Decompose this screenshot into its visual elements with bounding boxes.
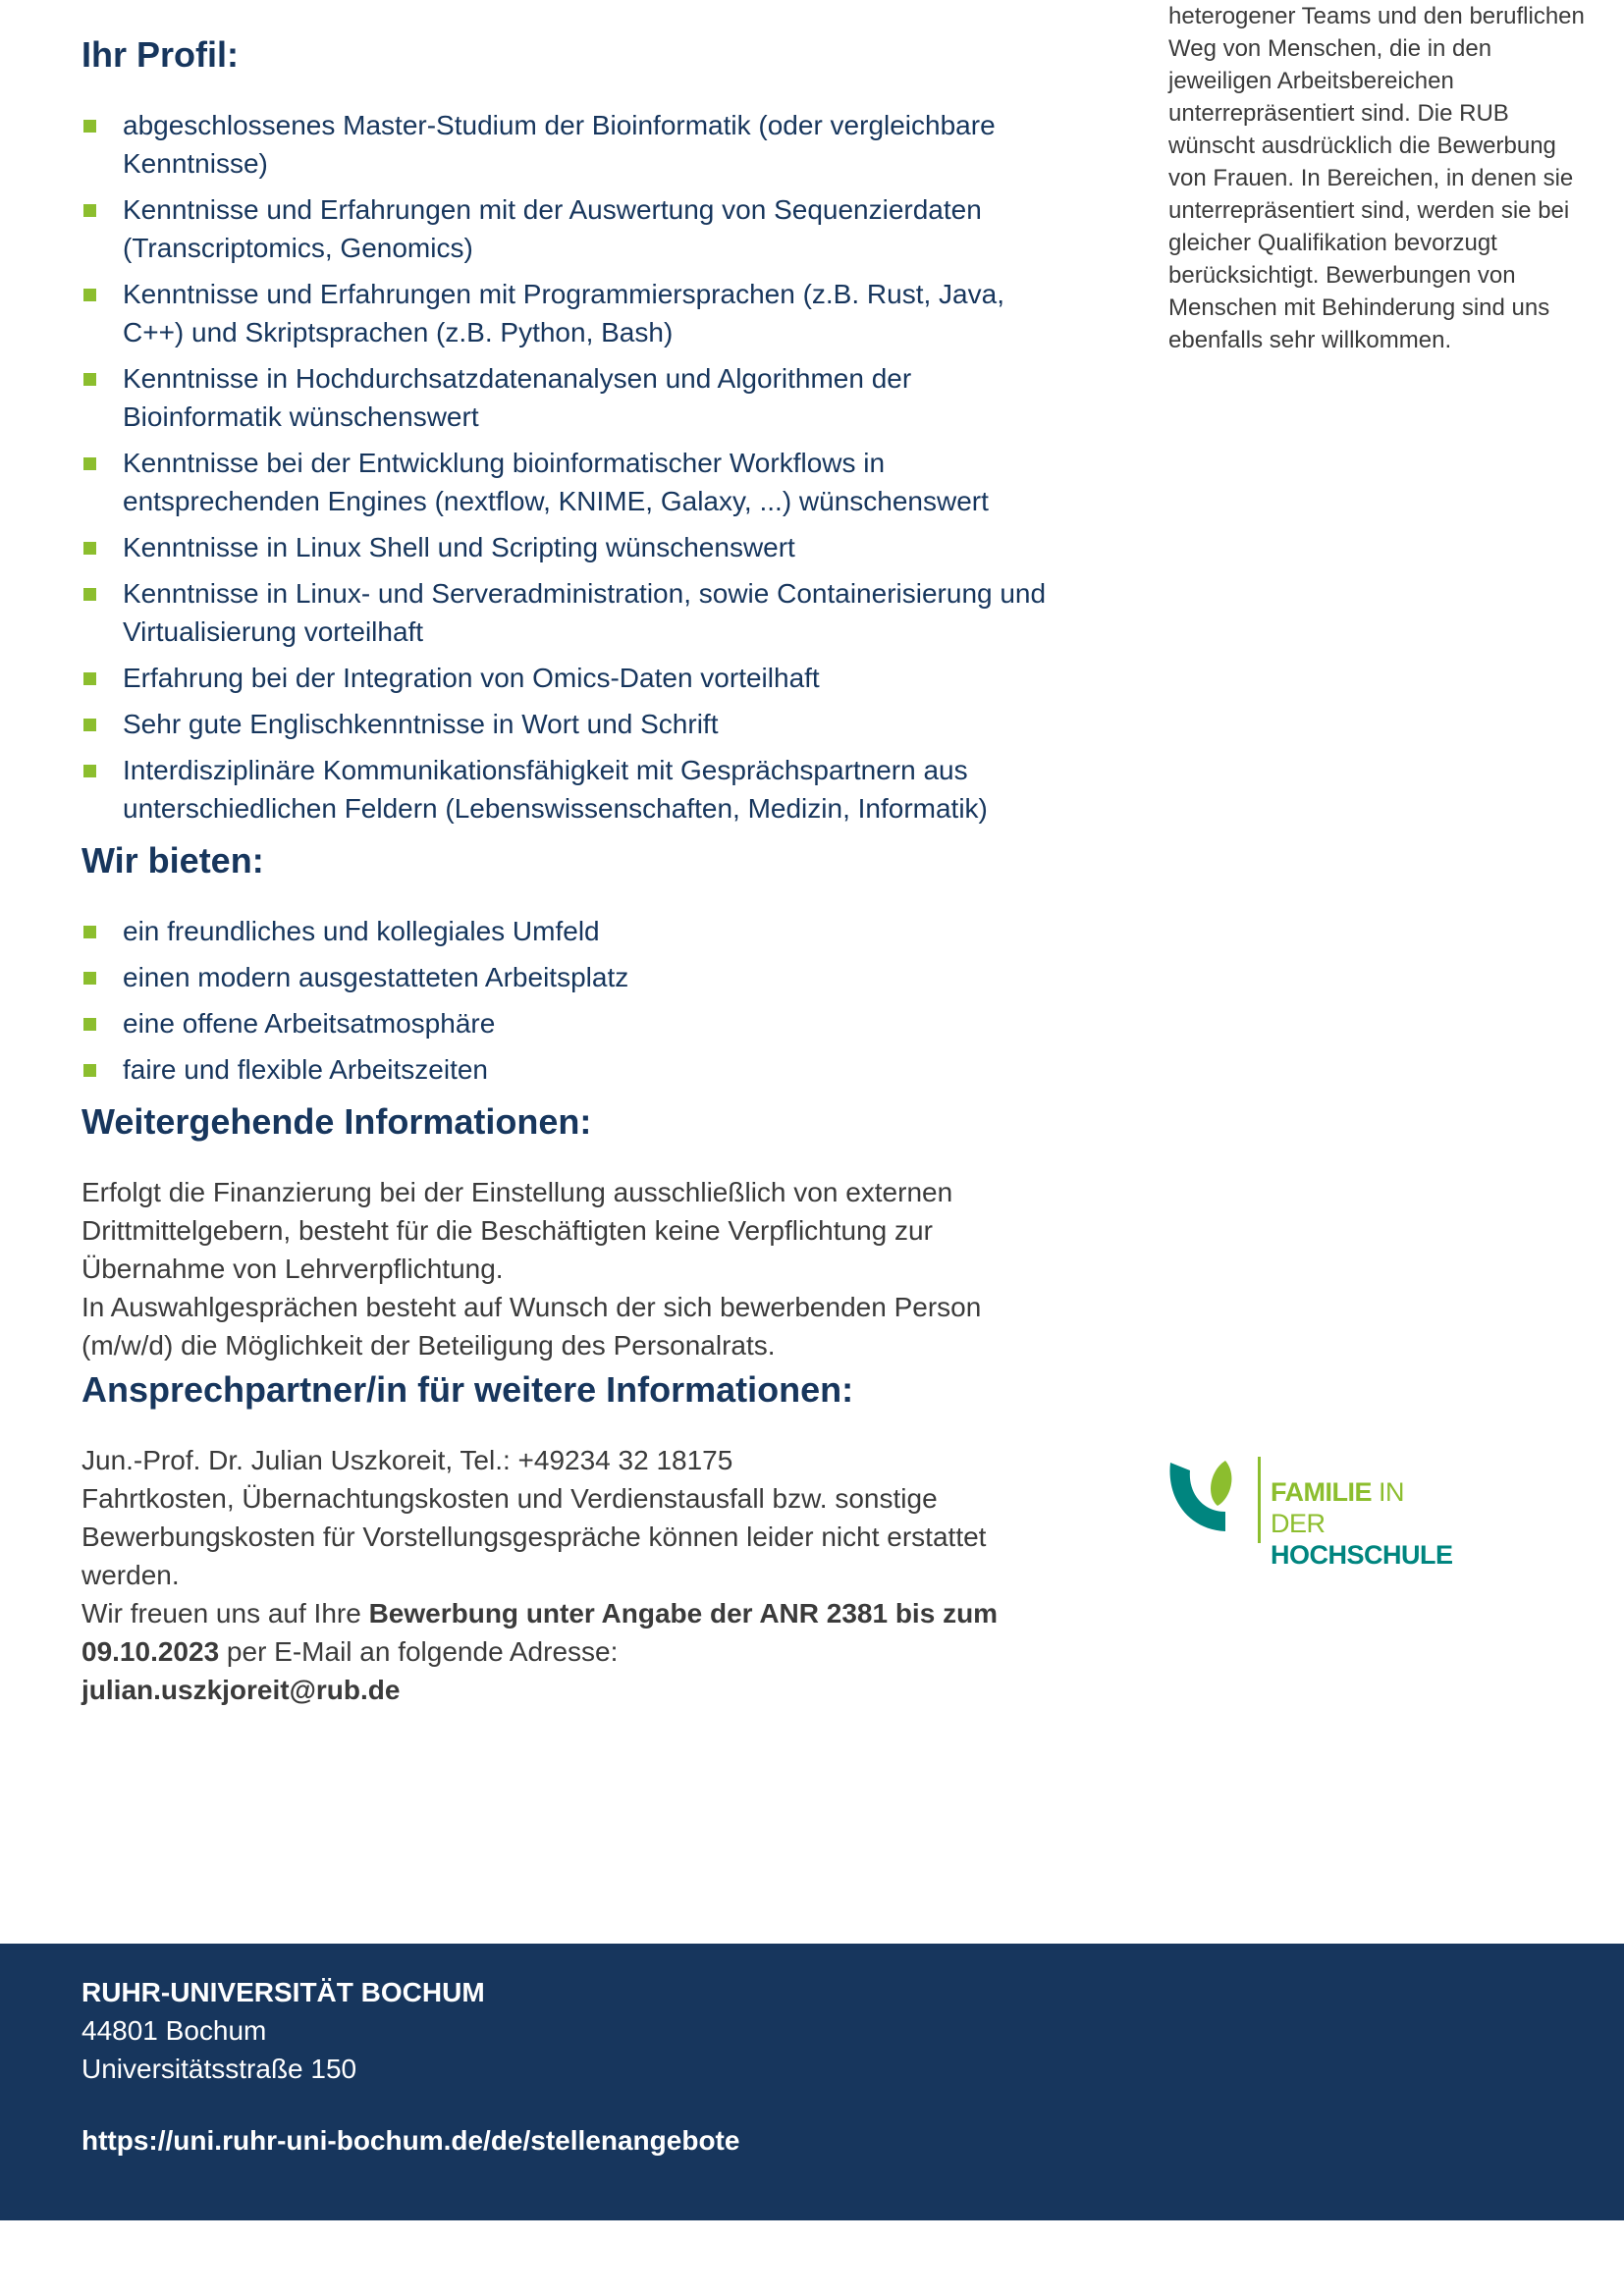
bieten-heading: Wir bieten: (81, 840, 264, 881)
footer (0, 1944, 1624, 2220)
list-item: Interdisziplinäre Kommunikationsfähigkeit mit Gesprächspartnern aus unterschiedlichen Feldern (Lebenswissenschaften, Medizin, Informatik) (81, 751, 1063, 828)
bullet-square-icon (83, 373, 96, 386)
info-paragraph-funding: Erfolgt die Finanzierung bei der Einstellung ausschließlich von externen Drittmittelgebern, besteht für die Beschäftigten keine Verpflichtung zur Übernahme von Lehrverpflichtung. (81, 1177, 953, 1284)
familie-in-der-hochschule-logo (1166, 1457, 1461, 1570)
footer-street: Universitätsstraße 150 (81, 2054, 357, 2084)
bullet-square-icon (83, 672, 96, 685)
list-item: ein freundliches und kollegiales Umfeld (81, 912, 1063, 950)
bullet-square-icon (83, 457, 96, 470)
bullet-square-icon (83, 926, 96, 938)
list-item: abgeschlossenes Master-Studium der Bioinformatik (oder vergleichbare Kenntnisse) (81, 106, 1063, 183)
bullet-square-icon (83, 1064, 96, 1077)
application-paragraph (81, 1594, 1063, 1709)
list-item: Kenntnisse und Erfahrungen mit Programmiersprachen (z.B. Rust, Java, C++) und Skriptsprachen (z.B. Python, Bash) (81, 275, 1063, 351)
bullet-square-icon (83, 972, 96, 985)
bullet-square-icon (83, 542, 96, 555)
footer-postal-code: 44801 Bochum (81, 2015, 267, 2046)
footer-address (81, 1973, 739, 2160)
contact-person: Jun.-Prof. Dr. Julian Uszkoreit, Tel.: +49234 32 18175 (81, 1445, 733, 1475)
list-item: Kenntnisse in Hochdurchsatzdatenanalysen und Algorithmen der Bioinformatik wünschenswert (81, 359, 1063, 436)
list-item: eine offene Arbeitsatmosphäre (81, 1004, 1063, 1042)
family-emblem-icon (1166, 1457, 1265, 1547)
sidebar-text: heterogener Teams und den beruflichen Weg von Menschen, die in den jeweiligen Arbeitsbereichen unterrepräsentiert sind. Die RUB wünscht ausdrücklich die Bewerbung von Frauen. In Bereichen, in denen sie unterrepräsentiert sind, werden sie bei gleicher Qualifikation bevorzugt berücksichtigt. Bewerbungen von Menschen mit Behinderung sind uns ebenfalls sehr willkommen. (1168, 3, 1585, 353)
bieten-list (81, 912, 1063, 1089)
main-content (81, 29, 1063, 1709)
contact-heading: Ansprechpartner/in für weitere Informationen: (81, 1369, 854, 1410)
application-prefix: Wir freuen uns auf Ihre (81, 1598, 369, 1629)
list-item: Erfahrung bei der Integration von Omics-Daten vorteilhaft (81, 659, 1063, 697)
bullet-square-icon (83, 765, 96, 777)
bullet-square-icon (83, 120, 96, 133)
bullet-square-icon (83, 289, 96, 301)
application-email-link[interactable]: julian.uszkjoreit@rub.de (81, 1675, 401, 1705)
list-item: Kenntnisse in Linux- und Serveradministration, sowie Containerisierung und Virtualisierung vorteilhaft (81, 574, 1063, 651)
list-item: Kenntnisse bei der Entwicklung bioinformatischer Workflows in entsprechenden Engines (nextflow, KNIME, Galaxy, ...) wünschenswert (81, 444, 1063, 520)
footer-url-link[interactable]: https://uni.ruhr-uni-bochum.de/de/stellenangebote (81, 2125, 740, 2156)
bullet-square-icon (83, 588, 96, 601)
list-item: Kenntnisse und Erfahrungen mit der Auswertung von Sequenzierdaten (Transcriptomics, Genomics) (81, 190, 1063, 267)
bullet-square-icon (83, 204, 96, 217)
info-heading: Weitergehende Informationen: (81, 1101, 592, 1142)
profil-list (81, 106, 1063, 828)
list-item: einen modern ausgestatteten Arbeitsplatz (81, 958, 1063, 996)
application-suffix: per E-Mail an folgende Adresse: (219, 1636, 619, 1667)
list-item: Sehr gute Englischkenntnisse in Wort und Schrift (81, 705, 1063, 743)
profil-heading: Ihr Profil: (81, 34, 239, 75)
bullet-square-icon (83, 1018, 96, 1031)
bullet-square-icon (83, 719, 96, 731)
list-item: Kenntnisse in Linux Shell und Scripting wünschenswert (81, 528, 1063, 566)
sidebar-note (1168, 0, 1600, 356)
application-reference: Bewerbung unter Angabe der ANR 2381 bis zum 09.10.2023 (81, 1598, 999, 1667)
list-item: faire und flexible Arbeitszeiten (81, 1050, 1063, 1089)
costs-paragraph: Fahrtkosten, Übernachtungskosten und Verdienstausfall bzw. sonstige Bewerbungskosten für Vorstellungsgespräche können leider nicht erstattet werden. (81, 1483, 987, 1590)
footer-university-name: RUHR-UNIVERSITÄT BOCHUM (81, 1977, 485, 2007)
info-paragraph-personalrat: In Auswahlgesprächen besteht auf Wunsch der sich bewerbenden Person (m/w/d) die Möglichkeit der Beteiligung des Personalrats. (81, 1292, 982, 1361)
logo-wordmark: FAMILIE IN DER HOCHSCHULE (1271, 1477, 1453, 1570)
